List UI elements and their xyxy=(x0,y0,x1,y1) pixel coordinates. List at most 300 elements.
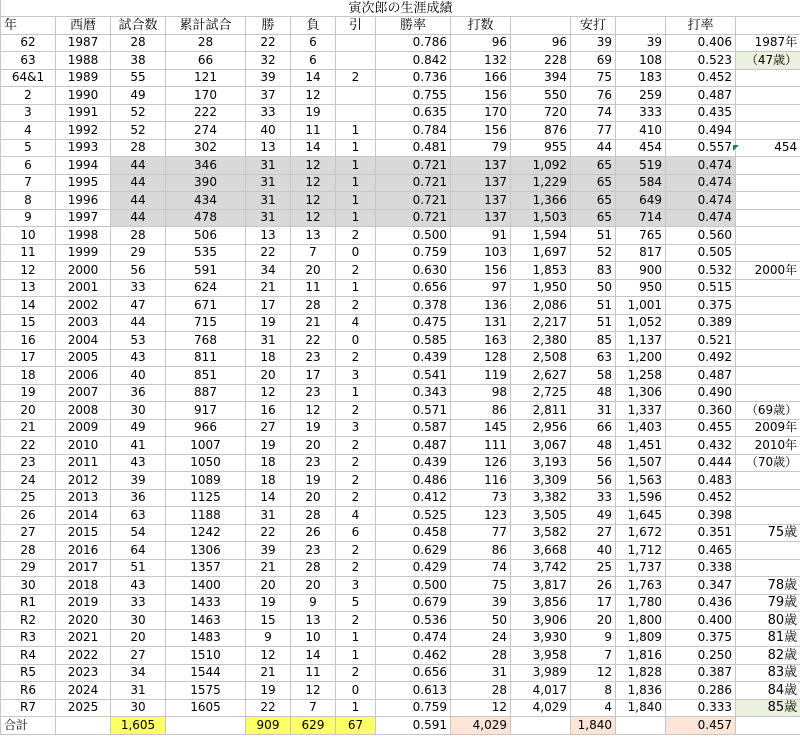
cell-cumulative-hits: 950 xyxy=(616,279,666,297)
cell-cumulative-at-bats: 1,950 xyxy=(511,279,571,297)
total-batting-avg: 0.457 xyxy=(666,717,736,735)
cell-losses: 26 xyxy=(291,524,336,542)
total-win-rate: 0.591 xyxy=(376,717,451,735)
cell-year: 2010 xyxy=(56,437,111,455)
cell-at-bats: 103 xyxy=(451,244,511,262)
cell-batting-avg: 0.455 xyxy=(666,419,736,437)
cell-batting-avg: 0.505 xyxy=(666,244,736,262)
cell-at-bats: 145 xyxy=(451,419,511,437)
cell-batting-avg: 0.521 xyxy=(666,332,736,350)
cell-batting-avg: 0.557 xyxy=(666,139,736,157)
cell-cumulative-games: 887 xyxy=(166,384,246,402)
cell-win-rate: 0.462 xyxy=(376,647,451,665)
cell-note xyxy=(736,279,800,297)
cell-cumulative-games: 1400 xyxy=(166,577,246,595)
header-draws: 引 xyxy=(336,17,376,35)
cell-wins: 31 xyxy=(246,157,291,175)
cell-draws: 1 xyxy=(336,157,376,175)
cell-note xyxy=(736,122,800,140)
cell-win-rate: 0.481 xyxy=(376,139,451,157)
cell-cumulative-at-bats: 2,217 xyxy=(511,314,571,332)
cell-losses: 20 xyxy=(291,437,336,455)
cell-era-year: 30 xyxy=(1,577,56,595)
cell-year: 2008 xyxy=(56,402,111,420)
cell-hits: 31 xyxy=(571,402,616,420)
cell-games: 52 xyxy=(111,122,166,140)
cell-year: 1989 xyxy=(56,69,111,87)
cell-year: 2019 xyxy=(56,594,111,612)
cell-era-year: 62 xyxy=(1,34,56,52)
cell-win-rate: 0.458 xyxy=(376,524,451,542)
cell-batting-avg: 0.338 xyxy=(666,559,736,577)
header-batting-avg: 打率 xyxy=(666,17,736,35)
cell-cumulative-hits: 1,001 xyxy=(616,297,666,315)
cell-win-rate: 0.842 xyxy=(376,52,451,70)
cell-cumulative-games: 478 xyxy=(166,209,246,227)
cell-games: 56 xyxy=(111,262,166,280)
cell-hits: 17 xyxy=(571,594,616,612)
cell-win-rate: 0.343 xyxy=(376,384,451,402)
sheet-title: 寅次郎の生涯成績 xyxy=(1,0,800,17)
cell-year: 1998 xyxy=(56,227,111,245)
cell-win-rate: 0.784 xyxy=(376,122,451,140)
cell-at-bats: 156 xyxy=(451,122,511,140)
total-hits: 1,840 xyxy=(571,717,616,735)
cell-cumulative-games: 1188 xyxy=(166,507,246,525)
cell-losses: 28 xyxy=(291,559,336,577)
cell-win-rate: 0.630 xyxy=(376,262,451,280)
cell-batting-avg: 0.347 xyxy=(666,577,736,595)
cell-cumulative-games: 535 xyxy=(166,244,246,262)
cell-batting-avg: 0.452 xyxy=(666,489,736,507)
cell-note xyxy=(736,227,800,245)
cell-hits: 69 xyxy=(571,52,616,70)
cell-draws: 1 xyxy=(336,139,376,157)
cell-note xyxy=(736,559,800,577)
cell-cumulative-games: 966 xyxy=(166,419,246,437)
cell-cumulative-at-bats: 1,594 xyxy=(511,227,571,245)
cell-draws: 1 xyxy=(336,629,376,647)
cell-draws xyxy=(336,104,376,122)
cell-hits: 77 xyxy=(571,122,616,140)
cell-cumulative-at-bats: 1,853 xyxy=(511,262,571,280)
table-row xyxy=(1,87,800,105)
cell-losses: 17 xyxy=(291,367,336,385)
cell-year: 1993 xyxy=(56,139,111,157)
table-row xyxy=(1,349,800,367)
cell-year: 1991 xyxy=(56,104,111,122)
cell-hits: 56 xyxy=(571,454,616,472)
cell-hits: 33 xyxy=(571,489,616,507)
cell-cumulative-games: 302 xyxy=(166,139,246,157)
cell-batting-avg: 0.483 xyxy=(666,472,736,490)
cell-hits: 65 xyxy=(571,192,616,210)
table-row xyxy=(1,542,800,560)
cell-wins: 13 xyxy=(246,139,291,157)
cell-games: 40 xyxy=(111,367,166,385)
cell-hits: 4 xyxy=(571,699,616,717)
cell-cumulative-at-bats: 1,503 xyxy=(511,209,571,227)
table-row xyxy=(1,192,800,210)
header-win-rate: 勝率 xyxy=(376,17,451,35)
cell-losses: 12 xyxy=(291,682,336,700)
cell-cumulative-hits: 1,137 xyxy=(616,332,666,350)
cell-at-bats: 77 xyxy=(451,524,511,542)
cell-era-year: 22 xyxy=(1,437,56,455)
cell-batting-avg: 0.523 xyxy=(666,52,736,70)
cell-games: 55 xyxy=(111,69,166,87)
cell-win-rate: 0.721 xyxy=(376,157,451,175)
cell-batting-avg: 0.490 xyxy=(666,384,736,402)
cell-draws: 2 xyxy=(336,297,376,315)
cell-at-bats: 137 xyxy=(451,209,511,227)
cell-batting-avg: 0.474 xyxy=(666,157,736,175)
comment-marker-icon xyxy=(733,145,739,151)
cell-win-rate: 0.439 xyxy=(376,349,451,367)
cell-games: 52 xyxy=(111,104,166,122)
cell-batting-avg: 0.474 xyxy=(666,192,736,210)
cell-era-year: 10 xyxy=(1,227,56,245)
cell-cumulative-games: 1050 xyxy=(166,454,246,472)
cell-hits: 27 xyxy=(571,524,616,542)
cell-wins: 22 xyxy=(246,699,291,717)
cell-cumulative-games: 28 xyxy=(166,34,246,52)
cell-note xyxy=(736,87,800,105)
table-row xyxy=(1,489,800,507)
cell-wins: 31 xyxy=(246,507,291,525)
cell-cumulative-at-bats: 3,856 xyxy=(511,594,571,612)
cell-wins: 16 xyxy=(246,402,291,420)
cell-cumulative-at-bats: 3,817 xyxy=(511,577,571,595)
header-cumulative-games: 累計試合 xyxy=(166,17,246,35)
table-row xyxy=(1,52,800,70)
cell-losses: 13 xyxy=(291,612,336,630)
cell-hits: 51 xyxy=(571,314,616,332)
cell-cumulative-hits: 1,306 xyxy=(616,384,666,402)
cell-era-year: 7 xyxy=(1,174,56,192)
total-row xyxy=(1,717,800,735)
cell-cumulative-games: 1007 xyxy=(166,437,246,455)
cell-cumulative-at-bats: 3,382 xyxy=(511,489,571,507)
cell-hits: 58 xyxy=(571,367,616,385)
table-row xyxy=(1,244,800,262)
cell-draws: 2 xyxy=(336,437,376,455)
table-row xyxy=(1,34,800,52)
cell-cumulative-games: 1089 xyxy=(166,472,246,490)
cell-losses: 20 xyxy=(291,489,336,507)
cell-cumulative-games: 1125 xyxy=(166,489,246,507)
cell-note: 82歳 xyxy=(736,647,800,665)
table-row xyxy=(1,647,800,665)
cell-cumulative-games: 222 xyxy=(166,104,246,122)
cell-losses: 7 xyxy=(291,699,336,717)
cell-draws: 1 xyxy=(336,122,376,140)
cell-year: 2025 xyxy=(56,699,111,717)
cell-cumulative-at-bats: 96 xyxy=(511,34,571,52)
total-cumulative-hits xyxy=(616,717,666,735)
cell-era-year: 19 xyxy=(1,384,56,402)
cell-era-year: 6 xyxy=(1,157,56,175)
cell-win-rate: 0.536 xyxy=(376,612,451,630)
cell-cumulative-hits: 1,763 xyxy=(616,577,666,595)
cell-win-rate: 0.412 xyxy=(376,489,451,507)
cell-losses: 12 xyxy=(291,192,336,210)
cell-year: 2020 xyxy=(56,612,111,630)
cell-at-bats: 126 xyxy=(451,454,511,472)
cell-games: 33 xyxy=(111,279,166,297)
cell-cumulative-at-bats: 3,989 xyxy=(511,664,571,682)
cell-cumulative-games: 274 xyxy=(166,122,246,140)
cell-losses: 23 xyxy=(291,349,336,367)
cell-win-rate: 0.474 xyxy=(376,629,451,647)
cell-year: 1990 xyxy=(56,87,111,105)
cell-losses: 28 xyxy=(291,297,336,315)
cell-win-rate: 0.759 xyxy=(376,699,451,717)
table-row xyxy=(1,332,800,350)
cell-draws: 4 xyxy=(336,314,376,332)
cell-games: 28 xyxy=(111,34,166,52)
cell-losses: 12 xyxy=(291,87,336,105)
cell-year: 1997 xyxy=(56,209,111,227)
cell-wins: 17 xyxy=(246,297,291,315)
cell-draws: 3 xyxy=(336,419,376,437)
cell-at-bats: 170 xyxy=(451,104,511,122)
cell-games: 44 xyxy=(111,174,166,192)
cell-cumulative-games: 121 xyxy=(166,69,246,87)
cell-cumulative-at-bats: 2,627 xyxy=(511,367,571,385)
cell-year: 2022 xyxy=(56,647,111,665)
cell-at-bats: 119 xyxy=(451,367,511,385)
cell-batting-avg: 0.435 xyxy=(666,104,736,122)
cell-note xyxy=(736,542,800,560)
cell-draws: 0 xyxy=(336,332,376,350)
cell-at-bats: 86 xyxy=(451,542,511,560)
cell-batting-avg: 0.432 xyxy=(666,437,736,455)
cell-note: 79歳 xyxy=(736,594,800,612)
cell-batting-avg: 0.360 xyxy=(666,402,736,420)
cell-cumulative-hits: 714 xyxy=(616,209,666,227)
total-losses: 629 xyxy=(291,717,336,735)
cell-games: 64 xyxy=(111,542,166,560)
cell-games: 51 xyxy=(111,559,166,577)
cell-wins: 31 xyxy=(246,209,291,227)
cell-era-year: 14 xyxy=(1,297,56,315)
table-row xyxy=(1,507,800,525)
cell-hits: 51 xyxy=(571,297,616,315)
cell-year: 2003 xyxy=(56,314,111,332)
cell-batting-avg: 0.444 xyxy=(666,454,736,472)
cell-note: 2000年 xyxy=(736,262,800,280)
cell-at-bats: 24 xyxy=(451,629,511,647)
cell-win-rate: 0.475 xyxy=(376,314,451,332)
cell-games: 44 xyxy=(111,209,166,227)
cell-losses: 9 xyxy=(291,594,336,612)
cell-year: 1999 xyxy=(56,244,111,262)
table-row xyxy=(1,69,800,87)
cell-draws: 1 xyxy=(336,209,376,227)
cell-era-year: 18 xyxy=(1,367,56,385)
cell-hits: 65 xyxy=(571,157,616,175)
cell-era-year: 8 xyxy=(1,192,56,210)
cell-hits: 48 xyxy=(571,384,616,402)
cell-losses: 13 xyxy=(291,227,336,245)
title-row xyxy=(1,0,800,17)
cell-year: 2007 xyxy=(56,384,111,402)
cell-draws: 2 xyxy=(336,262,376,280)
cell-year: 2002 xyxy=(56,297,111,315)
cell-draws: 1 xyxy=(336,192,376,210)
cell-hits: 56 xyxy=(571,472,616,490)
total-note xyxy=(736,717,800,735)
cell-batting-avg: 0.492 xyxy=(666,349,736,367)
total-cumulative-games xyxy=(166,717,246,735)
cell-note: 78歳 xyxy=(736,577,800,595)
cell-note xyxy=(736,349,800,367)
cell-batting-avg: 0.406 xyxy=(666,34,736,52)
cell-games: 30 xyxy=(111,612,166,630)
cell-win-rate: 0.679 xyxy=(376,594,451,612)
cell-cumulative-hits: 649 xyxy=(616,192,666,210)
cell-note: 75歳 xyxy=(736,524,800,542)
cell-at-bats: 39 xyxy=(451,594,511,612)
cell-draws: 0 xyxy=(336,244,376,262)
cell-win-rate: 0.721 xyxy=(376,209,451,227)
cell-cumulative-at-bats: 2,956 xyxy=(511,419,571,437)
cell-batting-avg: 0.375 xyxy=(666,297,736,315)
cell-wins: 32 xyxy=(246,52,291,70)
cell-cumulative-hits: 1,451 xyxy=(616,437,666,455)
cell-at-bats: 91 xyxy=(451,227,511,245)
cell-cumulative-games: 1483 xyxy=(166,629,246,647)
cell-cumulative-hits: 519 xyxy=(616,157,666,175)
cell-hits: 7 xyxy=(571,647,616,665)
header-losses: 負 xyxy=(291,17,336,35)
table-row xyxy=(1,664,800,682)
cell-cumulative-hits: 183 xyxy=(616,69,666,87)
cell-games: 43 xyxy=(111,454,166,472)
cell-era-year: 28 xyxy=(1,542,56,560)
cell-batting-avg: 0.532 xyxy=(666,262,736,280)
cell-cumulative-games: 66 xyxy=(166,52,246,70)
cell-cumulative-at-bats: 550 xyxy=(511,87,571,105)
table-row xyxy=(1,314,800,332)
cell-cumulative-hits: 108 xyxy=(616,52,666,70)
cell-games: 34 xyxy=(111,664,166,682)
cell-batting-avg: 0.560 xyxy=(666,227,736,245)
header-hits: 安打 xyxy=(571,17,616,35)
total-games: 1,605 xyxy=(111,717,166,735)
cell-note: 84歳 xyxy=(736,682,800,700)
cell-draws: 2 xyxy=(336,454,376,472)
cell-hits: 44 xyxy=(571,139,616,157)
cell-era-year: 11 xyxy=(1,244,56,262)
cell-batting-avg: 0.286 xyxy=(666,682,736,700)
total-era-year: 合計 xyxy=(1,717,56,735)
cell-note xyxy=(736,384,800,402)
total-cumulative-at-bats xyxy=(511,717,571,735)
cell-win-rate: 0.721 xyxy=(376,174,451,192)
cell-cumulative-at-bats: 3,958 xyxy=(511,647,571,665)
cell-cumulative-games: 624 xyxy=(166,279,246,297)
cell-hits: 65 xyxy=(571,209,616,227)
cell-year: 1995 xyxy=(56,174,111,192)
cell-year: 2012 xyxy=(56,472,111,490)
cell-win-rate: 0.613 xyxy=(376,682,451,700)
cell-era-year: 3 xyxy=(1,104,56,122)
cell-year: 2017 xyxy=(56,559,111,577)
cell-batting-avg: 0.474 xyxy=(666,209,736,227)
cell-year: 1988 xyxy=(56,52,111,70)
cell-batting-avg: 0.400 xyxy=(666,612,736,630)
cell-wins: 20 xyxy=(246,367,291,385)
cell-era-year: R4 xyxy=(1,647,56,665)
cell-losses: 20 xyxy=(291,577,336,595)
cell-wins: 33 xyxy=(246,104,291,122)
cell-draws: 1 xyxy=(336,647,376,665)
cell-at-bats: 163 xyxy=(451,332,511,350)
cell-cumulative-at-bats: 3,906 xyxy=(511,612,571,630)
cell-note: （69歳） xyxy=(736,402,800,420)
cell-note: （47歳） xyxy=(736,52,800,70)
cell-wins: 14 xyxy=(246,489,291,507)
cell-losses: 11 xyxy=(291,279,336,297)
cell-win-rate: 0.656 xyxy=(376,664,451,682)
cell-losses: 20 xyxy=(291,262,336,280)
cell-at-bats: 132 xyxy=(451,52,511,70)
cell-losses: 14 xyxy=(291,69,336,87)
cell-win-rate: 0.587 xyxy=(376,419,451,437)
cell-year: 1996 xyxy=(56,192,111,210)
cell-games: 63 xyxy=(111,507,166,525)
cell-wins: 21 xyxy=(246,279,291,297)
cell-draws xyxy=(336,87,376,105)
cell-note xyxy=(736,244,800,262)
cell-losses: 22 xyxy=(291,332,336,350)
cell-wins: 34 xyxy=(246,262,291,280)
cell-cumulative-at-bats: 4,017 xyxy=(511,682,571,700)
header-wins: 勝 xyxy=(246,17,291,35)
table-row xyxy=(1,384,800,402)
cell-losses: 28 xyxy=(291,507,336,525)
cell-note: 85歳 xyxy=(736,699,800,717)
cell-hits: 52 xyxy=(571,244,616,262)
cell-wins: 19 xyxy=(246,314,291,332)
cell-cumulative-hits: 1,052 xyxy=(616,314,666,332)
cell-draws: 2 xyxy=(336,69,376,87)
cell-cumulative-hits: 410 xyxy=(616,122,666,140)
cell-hits: 63 xyxy=(571,349,616,367)
cell-era-year: 4 xyxy=(1,122,56,140)
cell-wins: 22 xyxy=(246,524,291,542)
total-wins: 909 xyxy=(246,717,291,735)
cell-at-bats: 79 xyxy=(451,139,511,157)
cell-note: 2009年 xyxy=(736,419,800,437)
cell-games: 54 xyxy=(111,524,166,542)
cell-cumulative-games: 715 xyxy=(166,314,246,332)
cell-games: 27 xyxy=(111,647,166,665)
cell-losses: 12 xyxy=(291,402,336,420)
table-row xyxy=(1,104,800,122)
cell-hits: 40 xyxy=(571,542,616,560)
cell-cumulative-hits: 1,809 xyxy=(616,629,666,647)
cell-at-bats: 98 xyxy=(451,384,511,402)
cell-draws: 1 xyxy=(336,174,376,192)
cell-cumulative-games: 917 xyxy=(166,402,246,420)
header-cumulative-at-bats xyxy=(511,17,571,35)
cell-wins: 9 xyxy=(246,629,291,647)
cell-losses: 12 xyxy=(291,157,336,175)
cell-draws: 2 xyxy=(336,402,376,420)
